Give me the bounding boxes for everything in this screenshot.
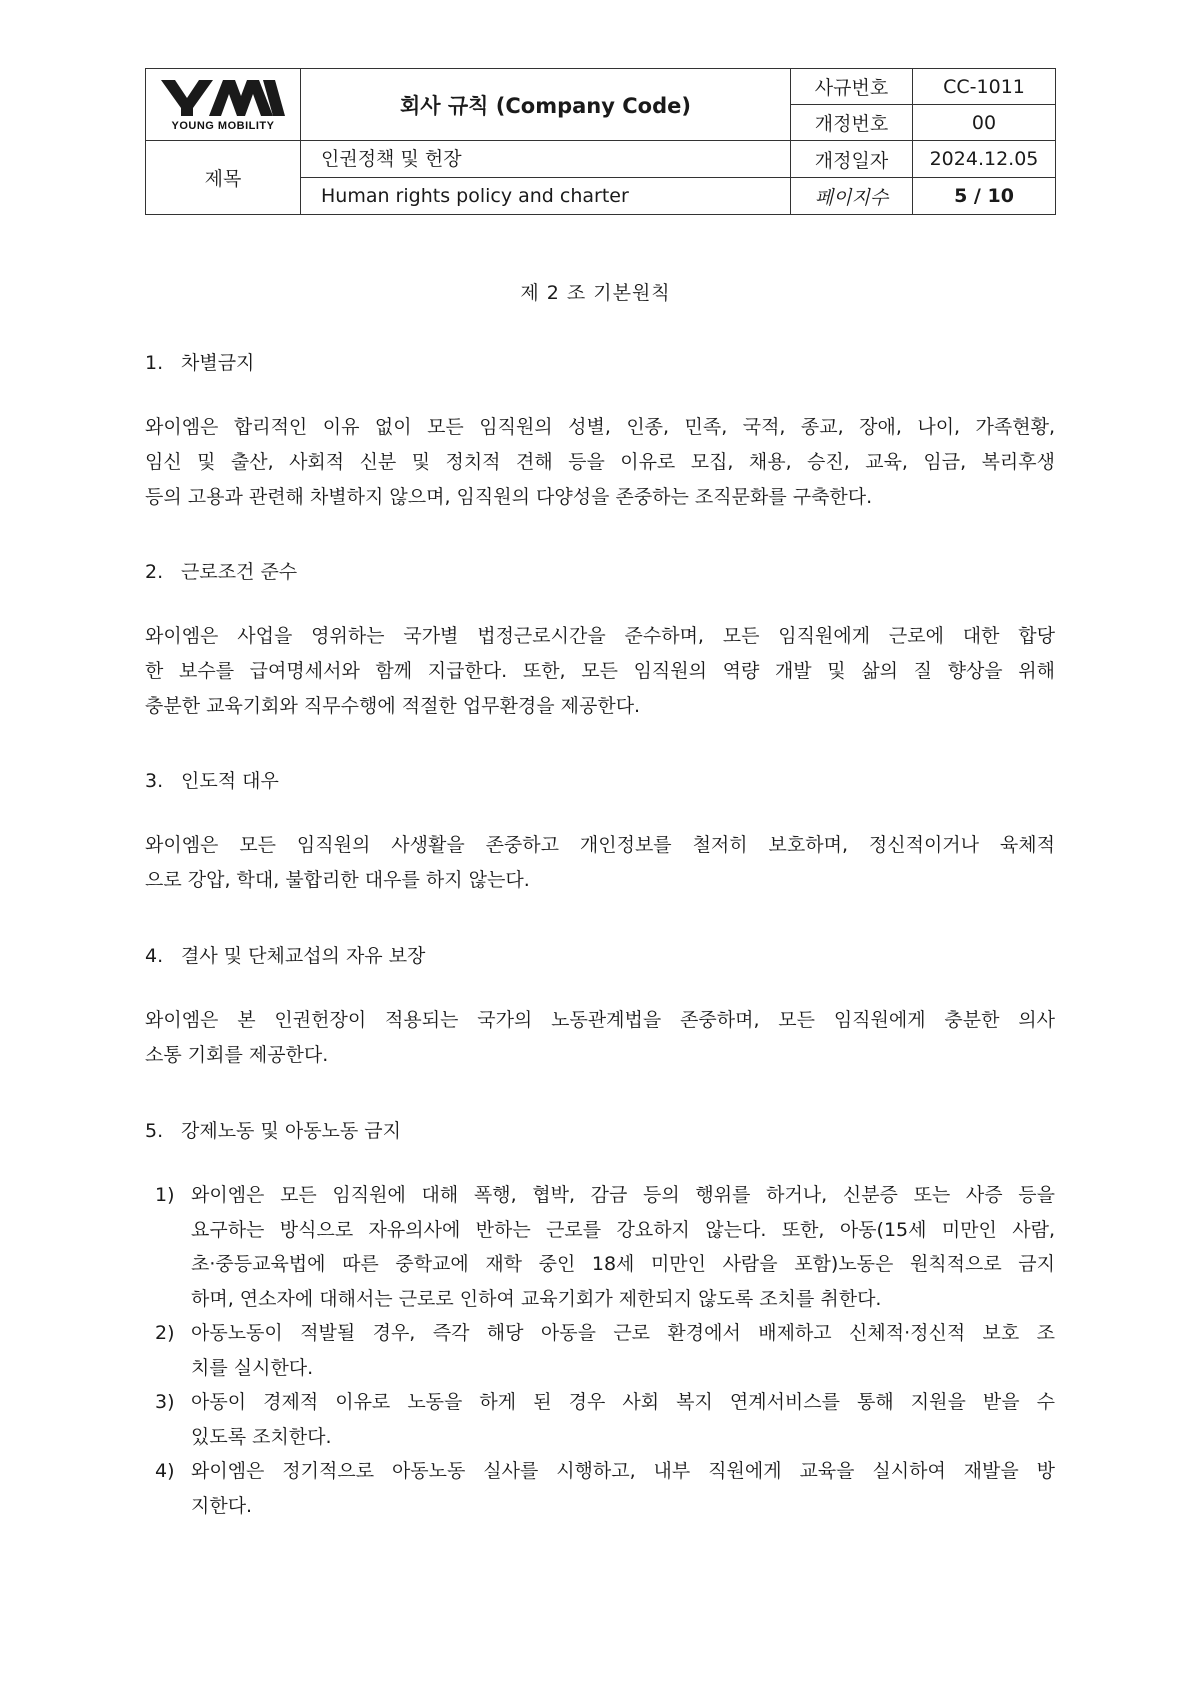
code-value: CC-1011 — [913, 69, 1056, 105]
section-heading: 2. 근로조건 준수 — [145, 561, 298, 583]
article-title: 제 2 조 기본원칙 — [520, 282, 671, 304]
list-item: 1) 와이엠은 모든 임직원에 대해 폭행, 협박, 감금 등의 행위를 하거나, 신분증 또는 사증 등을 요구하는 방식으로 자유의사에 반하는 근로를 강요하지 않는다. 또한, 아동(15세 미만인 사람, 초·중등교육법에 따른 중학교에 재학 중인 18세 미만인 사람을 포함)노동은 원칙적으로 금지 하며, 연소자에 대해서는 근로로 인하여 교육기회가 제한되지 않도록 조치를 취한다. — [155, 1184, 1055, 1310]
section-paragraph: 와이엠은 합리적인 이유 없이 모든 임직원의 성별, 인종, 민족, 국적, 종교, 장애, 나이, 가족현황, 임신 및 출산, 사회적 신분 및 정치적 견해 등을 이유로 모집, 채용, 승진, 교육, 임금, 복리후생 등의 고용과 관련해 차별하지 않으며, 임직원의 다양성을 존중하는 조직문화를 구축한다. — [145, 416, 1055, 508]
section-paragraph: 와이엠은 모든 임직원의 사생활을 존중하고 개인정보를 철저히 보호하며, 정신적이거나 육체적 으로 강압, 학대, 불합리한 대우를 하지 않는다. — [145, 834, 1055, 891]
section-heading: 5. 강제노동 및 아동노동 금지 — [145, 1120, 402, 1142]
revision-label: 개정번호 — [791, 105, 913, 141]
section-paragraph: 와이엠은 본 인권헌장이 적용되는 국가의 노동관계법을 존중하며, 모든 임직원에게 충분한 의사 소통 기회를 제공한다. — [145, 1009, 1055, 1066]
section-heading: 1. 차별금지 — [145, 352, 255, 374]
numbered-list — [145, 1178, 1055, 1523]
company-logo — [146, 71, 300, 139]
page-count-label: 페이지수 — [791, 178, 913, 215]
section-heading: 3. 인도적 대우 — [145, 770, 279, 792]
document-title: 회사 규칙 (Company Code) — [301, 69, 791, 141]
document-header-table — [145, 68, 1056, 215]
revision-value: 00 — [913, 105, 1056, 141]
logo-cell — [146, 69, 301, 141]
revision-date-value: 2024.12.05 — [913, 141, 1056, 178]
list-item: 3) 아동이 경제적 이유로 노동을 하게 된 경우 사회 복지 연계서비스를 통해 지원을 받을 수 있도록 조치한다. — [155, 1391, 1055, 1448]
section-paragraph: 와이엠은 사업을 영위하는 국가별 법정근로시간을 준수하며, 모든 임직원에게 근로에 대한 합당 한 보수를 급여명세서와 함께 지급한다. 또한, 모든 임직원의 역량 개발 및 삶의 질 향상을 위해 충분한 교육기회와 직무수행에 적절한 업무환경을 제공한다. — [145, 625, 1055, 717]
revision-date-label: 개정일자 — [791, 141, 913, 178]
list-item: 4) 와이엠은 정기적으로 아동노동 실사를 시행하고, 내부 직원에게 교육을 실시하여 재발을 방 지한다. — [155, 1460, 1055, 1517]
page-count-value: 5 / 10 — [913, 178, 1056, 215]
subject-english: Human rights policy and charter — [301, 178, 791, 215]
subject-label: 제목 — [146, 141, 301, 215]
subject-korean: 인권정책 및 헌장 — [301, 141, 791, 178]
code-label: 사규번호 — [791, 69, 913, 105]
section-heading: 4. 결사 및 단체교섭의 자유 보장 — [145, 945, 426, 967]
list-item: 2) 아동노동이 적발될 경우, 즉각 해당 아동을 근로 환경에서 배제하고 신체적·정신적 보호 조 치를 실시한다. — [155, 1322, 1055, 1379]
ym-logo-icon — [159, 78, 287, 118]
logo-text: YOUNG MOBILITY — [171, 119, 275, 132]
